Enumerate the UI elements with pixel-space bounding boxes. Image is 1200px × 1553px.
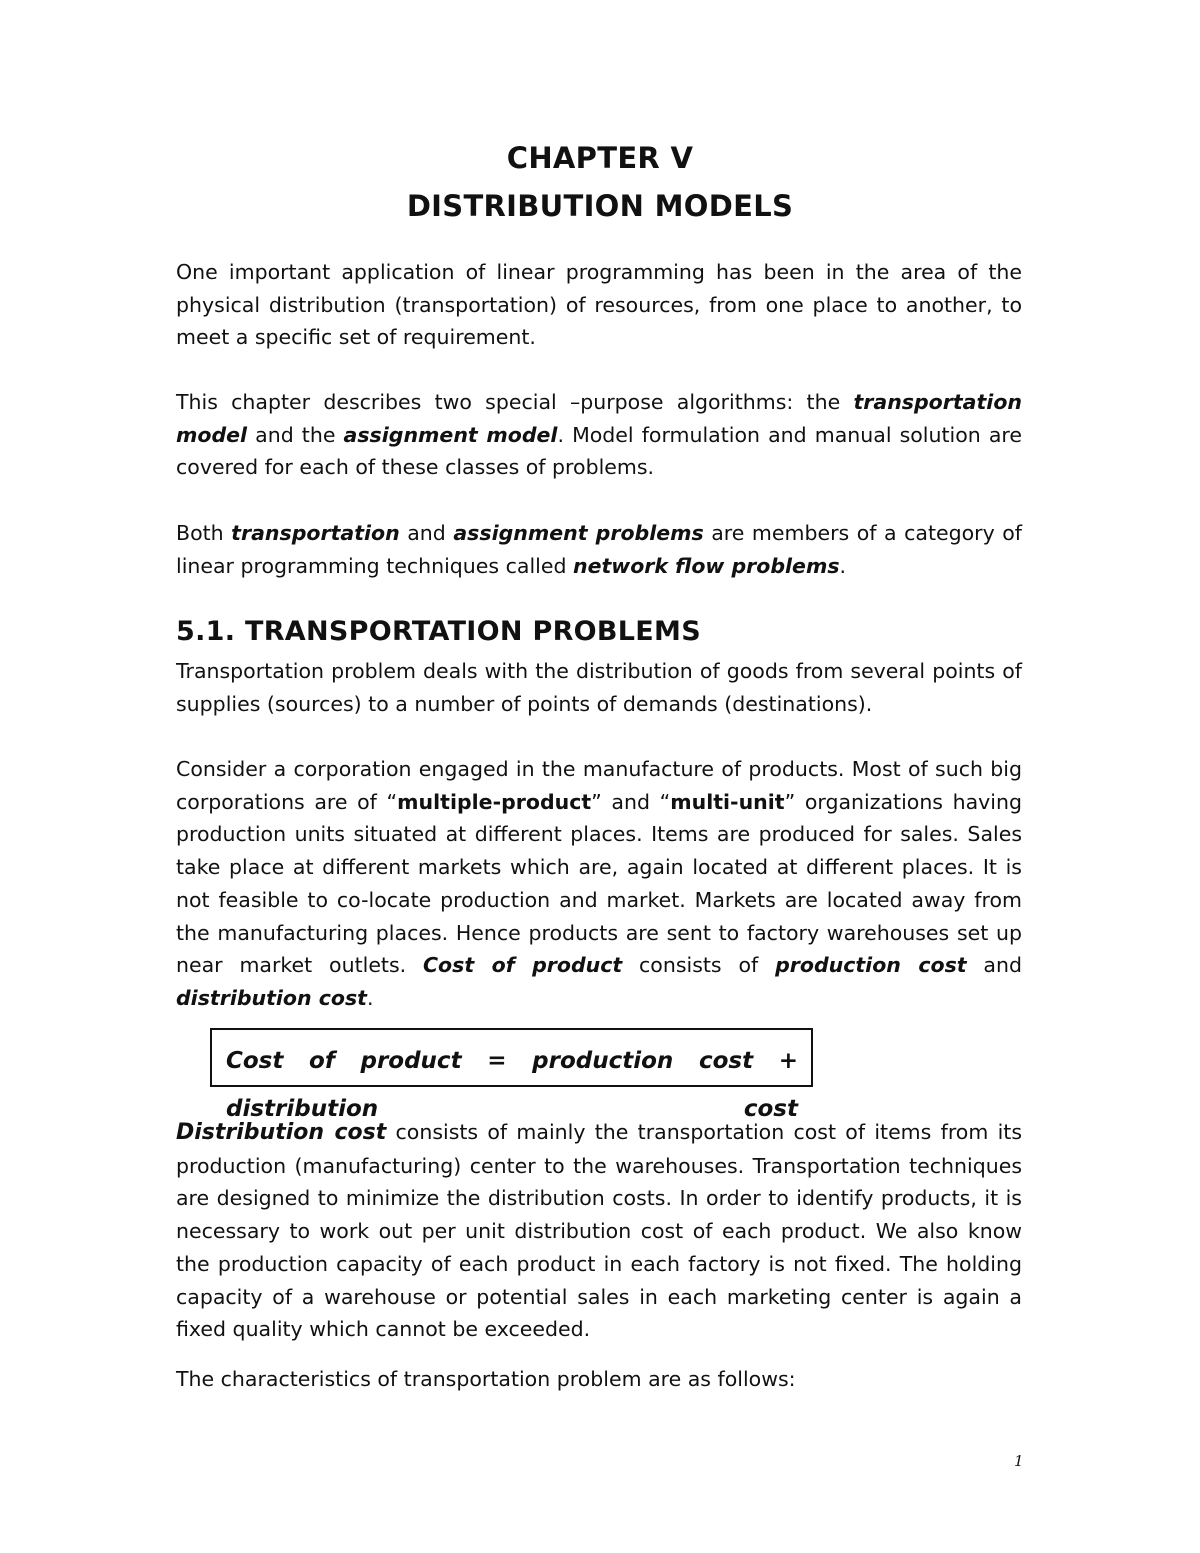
term-network-flow-problems: network flow problems bbox=[572, 553, 840, 578]
text-run: consists of mainly the transportation cost of items from its production (manufacturing) center to the warehouses. Transportation techniques are designed to minimize the distribution costs. In order to identify products, it is necessary to work out per unit distribution cost of each product. We also know the production capacity of each product in each factory is not fixed. The holding capacity of a warehouse or potential sales in each marketing center is again a fixed quality which cannot be exceeded. bbox=[176, 1120, 1023, 1342]
term-multiple-product: multiple-product bbox=[397, 789, 592, 814]
term-distribution-cost-lead: Distribution cost bbox=[176, 1120, 387, 1145]
term-assignment-model: assignment model bbox=[343, 422, 558, 447]
term-transportation-model: transportation model bbox=[176, 390, 1022, 447]
section-paragraph-2 bbox=[176, 753, 1022, 1015]
intro-paragraph-2 bbox=[176, 386, 1022, 484]
text-run: . bbox=[367, 985, 374, 1010]
intro-paragraph-3 bbox=[176, 517, 1022, 582]
text-run: and bbox=[399, 521, 454, 545]
text-run: . Model formulation and manual solution are covered for each of these classes of problems. bbox=[176, 422, 1022, 480]
term-production-cost: production cost bbox=[775, 953, 967, 978]
text-run: ” and “ bbox=[591, 789, 671, 814]
text-run: Both bbox=[176, 521, 232, 545]
term-distribution-cost: distribution cost bbox=[176, 985, 367, 1010]
text-run: are members of a category of linear programming techniques called bbox=[176, 521, 1022, 578]
formula-text: Cost of product = production cost + distribution cost bbox=[226, 1048, 798, 1122]
formula-box bbox=[210, 1028, 813, 1122]
section-paragraph-1: Transportation problem deals with the distribution of goods from several points of supplies (sources) to a number of points of demands (destinations). bbox=[176, 659, 1022, 716]
section-paragraph-3 bbox=[176, 1116, 1022, 1346]
text-run: Consider a corporation engaged in the manufacture of products. Most of such big corporations are of “ bbox=[176, 757, 1022, 814]
term-multi-unit: multi-unit bbox=[670, 789, 785, 814]
text-run: and bbox=[966, 953, 1022, 978]
chapter-title: DISTRIBUTION MODELS bbox=[406, 189, 794, 223]
term-cost-of-product: Cost of product bbox=[423, 953, 623, 978]
page-number: 1 bbox=[1014, 1452, 1024, 1470]
text-run: This chapter describes two special –purpose algorithms: the bbox=[176, 390, 854, 414]
text-run: ” organizations having production units situated at different places. Items are produced for sales. Sales take place at different markets which are, again located at different places. It is not feasible to co-locate production and market. Markets are located away from the manufacturing places. Hence products are sent to factory warehouses set up near market outlets. bbox=[176, 789, 1023, 978]
chapter-label: CHAPTER V bbox=[506, 141, 694, 175]
text-run: and the bbox=[247, 422, 344, 447]
section-paragraph-4: The characteristics of transportation problem are as follows: bbox=[176, 1367, 796, 1391]
text-run: consists of bbox=[622, 953, 776, 978]
text-run: . bbox=[839, 553, 847, 578]
term-transportation: transportation bbox=[231, 521, 400, 545]
section-heading: 5.1. TRANSPORTATION PROBLEMS bbox=[176, 616, 701, 647]
term-assignment-problems: assignment problems bbox=[453, 521, 704, 545]
intro-paragraph-1: One important application of linear programming has been in the area of the physical distribution (transportation) of resources, from one place to another, to meet a specific set of requirement. bbox=[176, 260, 1022, 350]
